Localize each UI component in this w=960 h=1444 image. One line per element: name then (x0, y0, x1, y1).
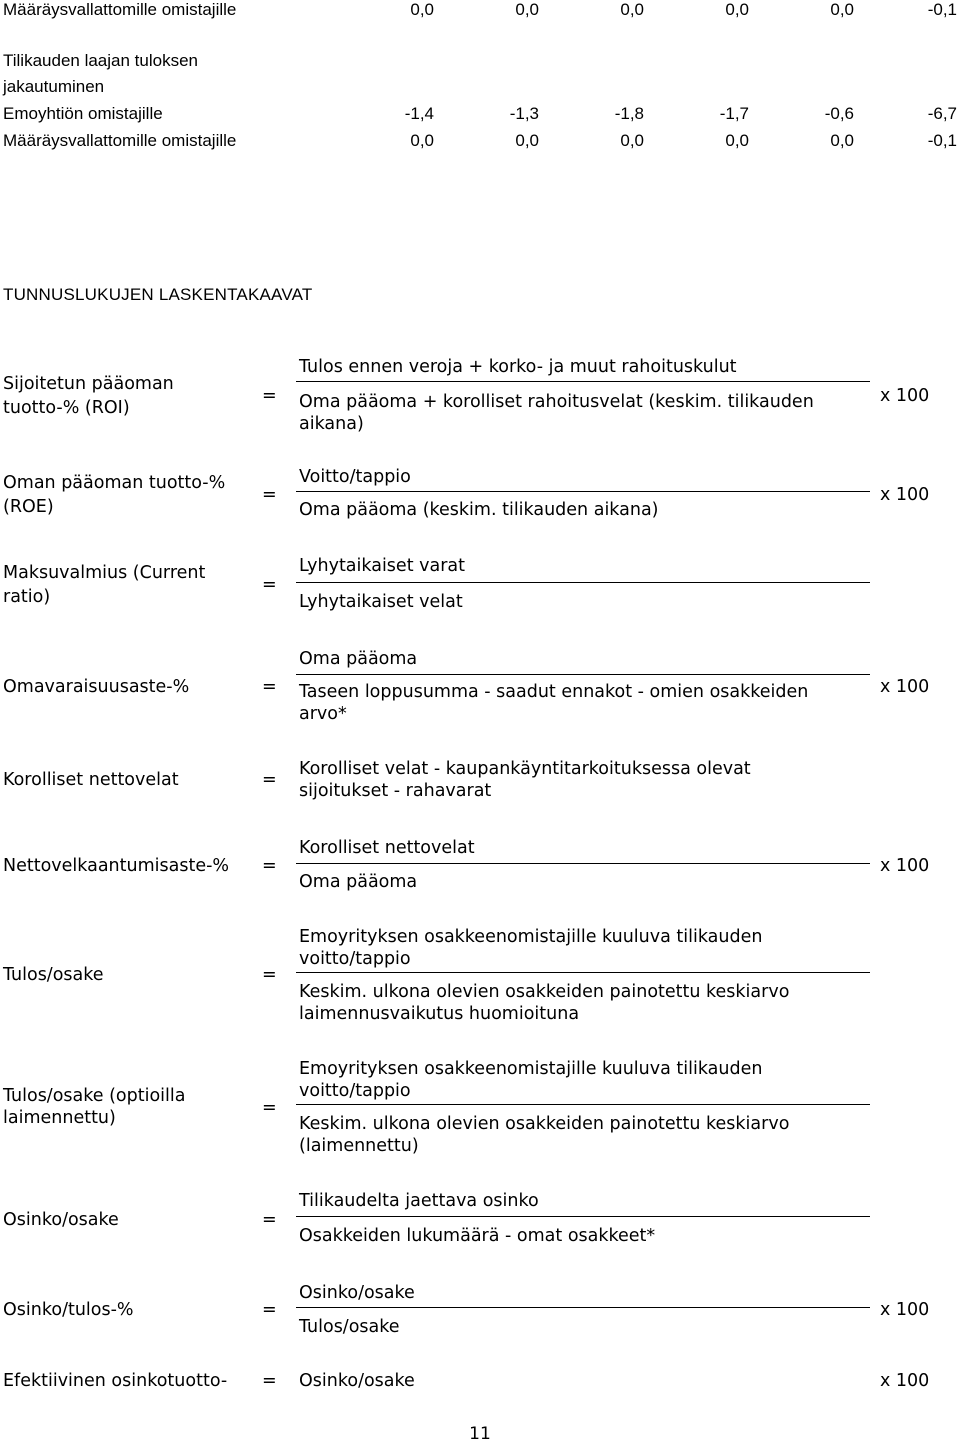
equals-sign: = (262, 770, 277, 790)
definition-cont: sijoitukset - rahavarat (299, 781, 492, 801)
equals-sign: = (262, 575, 277, 595)
multiplier: x 100 (880, 856, 930, 876)
cell-value: 0,0 (620, 131, 644, 150)
formula-name: Osinko/osake (3, 1210, 119, 1230)
denominator-cont: laimennusvaikutus huomioituna (299, 1004, 580, 1024)
formula-name: Oman pääoman tuotto-% (3, 473, 226, 493)
cell-value: -1,4 (404, 104, 434, 123)
denominator-cont: (laimennettu) (299, 1136, 419, 1156)
formula-name-cont: ratio) (3, 587, 51, 607)
numerator: Osinko/osake (299, 1371, 415, 1391)
numerator: Lyhytaikaiset varat (299, 556, 465, 576)
multiplier: x 100 (880, 677, 930, 697)
denominator: Keskim. ulkona olevien osakkeiden painotettu keskiarvo (299, 1114, 790, 1134)
fraction-bar (296, 381, 870, 382)
section-heading: Tilikauden laajan tuloksen (3, 51, 198, 70)
formula-name: Sijoitetun pääoman (3, 374, 174, 394)
cell-value: 0,0 (725, 131, 749, 150)
cell-value: 0,0 (515, 131, 539, 150)
row-label: Määräysvallattomille omistajille (3, 0, 237, 19)
cell-value: -6,7 (927, 104, 957, 123)
page-number: 11 (469, 1424, 491, 1444)
multiplier: x 100 (880, 386, 930, 406)
cell-value: 0,0 (410, 131, 434, 150)
multiplier: x 100 (880, 1300, 930, 1320)
fraction-bar (296, 1307, 870, 1308)
formula-name: Osinko/tulos-% (3, 1300, 134, 1320)
formula-name: Omavaraisuusaste-% (3, 677, 190, 697)
cell-value: 0,0 (410, 0, 434, 19)
denominator: Osakkeiden lukumäärä - omat osakkeet* (299, 1226, 656, 1246)
equals-sign: = (262, 677, 277, 697)
fraction-bar (296, 1216, 870, 1217)
multiplier: x 100 (880, 1371, 930, 1391)
cell-value: 0,0 (620, 0, 644, 19)
fraction-bar (296, 491, 870, 492)
table-row-minority-1 (0, 0, 960, 22)
numerator: Tulos ennen veroja + korko- ja muut rahoituskulut (299, 357, 737, 377)
formula-name: Tulos/osake (optioilla (3, 1086, 186, 1106)
denominator: Tulos/osake (299, 1317, 400, 1337)
denominator-cont: aikana) (299, 414, 364, 434)
formula-name-cont: laimennettu) (3, 1108, 116, 1128)
formula-name: Maksuvalmius (Current (3, 563, 206, 583)
cell-value: 0,0 (830, 131, 854, 150)
equals-sign: = (262, 485, 277, 505)
equals-sign: = (262, 1210, 277, 1230)
equals-sign: = (262, 965, 277, 985)
numerator: Voitto/tappio (299, 467, 411, 487)
cell-value: 0,0 (830, 0, 854, 19)
table-row-minority-2 (0, 131, 960, 153)
fraction-bar (296, 863, 870, 864)
denominator: Lyhytaikaiset velat (299, 592, 463, 612)
fraction-bar (296, 674, 870, 675)
fraction-bar (296, 582, 870, 583)
page-title: TUNNUSLUKUJEN LASKENTAKAAVAT (3, 285, 313, 304)
denominator-cont: arvo* (299, 704, 347, 724)
denominator: Keskim. ulkona olevien osakkeiden painotettu keskiarvo (299, 982, 790, 1002)
table-row-parent (0, 104, 960, 126)
numerator-cont: voitto/tappio (299, 949, 411, 969)
fraction-bar (296, 1104, 870, 1105)
equals-sign: = (262, 1371, 277, 1391)
cell-value: -1,3 (509, 104, 539, 123)
cell-value: -1,7 (719, 104, 749, 123)
equals-sign: = (262, 1300, 277, 1320)
definition: Korolliset velat - kaupankäyntitarkoituksessa olevat (299, 759, 751, 779)
cell-value: -0,1 (927, 131, 957, 150)
denominator: Oma pääoma (keskim. tilikauden aikana) (299, 500, 659, 520)
cell-value: -1,8 (614, 104, 644, 123)
formula-name: Tulos/osake (3, 965, 104, 985)
cell-value: -0,1 (927, 0, 957, 19)
cell-value: 0,0 (725, 0, 749, 19)
numerator: Osinko/osake (299, 1283, 415, 1303)
formula-name-cont: tuotto-% (ROI) (3, 398, 130, 418)
section-heading-cont: jakautuminen (3, 77, 105, 96)
fraction-bar (296, 972, 870, 973)
row-label: Määräysvallattomille omistajille (3, 131, 237, 150)
numerator: Emoyrityksen osakkeenomistajille kuuluva tilikauden (299, 927, 763, 947)
denominator: Oma pääoma (299, 872, 418, 892)
formula-name-cont: (ROE) (3, 497, 54, 517)
row-label: Emoyhtiön omistajille (3, 104, 163, 123)
numerator: Oma pääoma (299, 649, 418, 669)
formula-name: Nettovelkaantumisaste-% (3, 856, 230, 876)
multiplier: x 100 (880, 485, 930, 505)
numerator: Korolliset nettovelat (299, 838, 475, 858)
denominator: Oma pääoma + korolliset rahoitusvelat (keskim. tilikauden (299, 392, 814, 412)
equals-sign: = (262, 386, 277, 406)
cell-value: 0,0 (515, 0, 539, 19)
equals-sign: = (262, 856, 277, 876)
equals-sign: = (262, 1098, 277, 1118)
denominator: Taseen loppusumma - saadut ennakot - omien osakkeiden (299, 682, 809, 702)
numerator: Tilikaudelta jaettava osinko (299, 1191, 539, 1211)
formula-name: Korolliset nettovelat (3, 770, 179, 790)
formula-name: Efektiivinen osinkotuotto- (3, 1371, 228, 1391)
numerator: Emoyrityksen osakkeenomistajille kuuluva tilikauden (299, 1059, 763, 1079)
numerator-cont: voitto/tappio (299, 1081, 411, 1101)
cell-value: -0,6 (824, 104, 854, 123)
